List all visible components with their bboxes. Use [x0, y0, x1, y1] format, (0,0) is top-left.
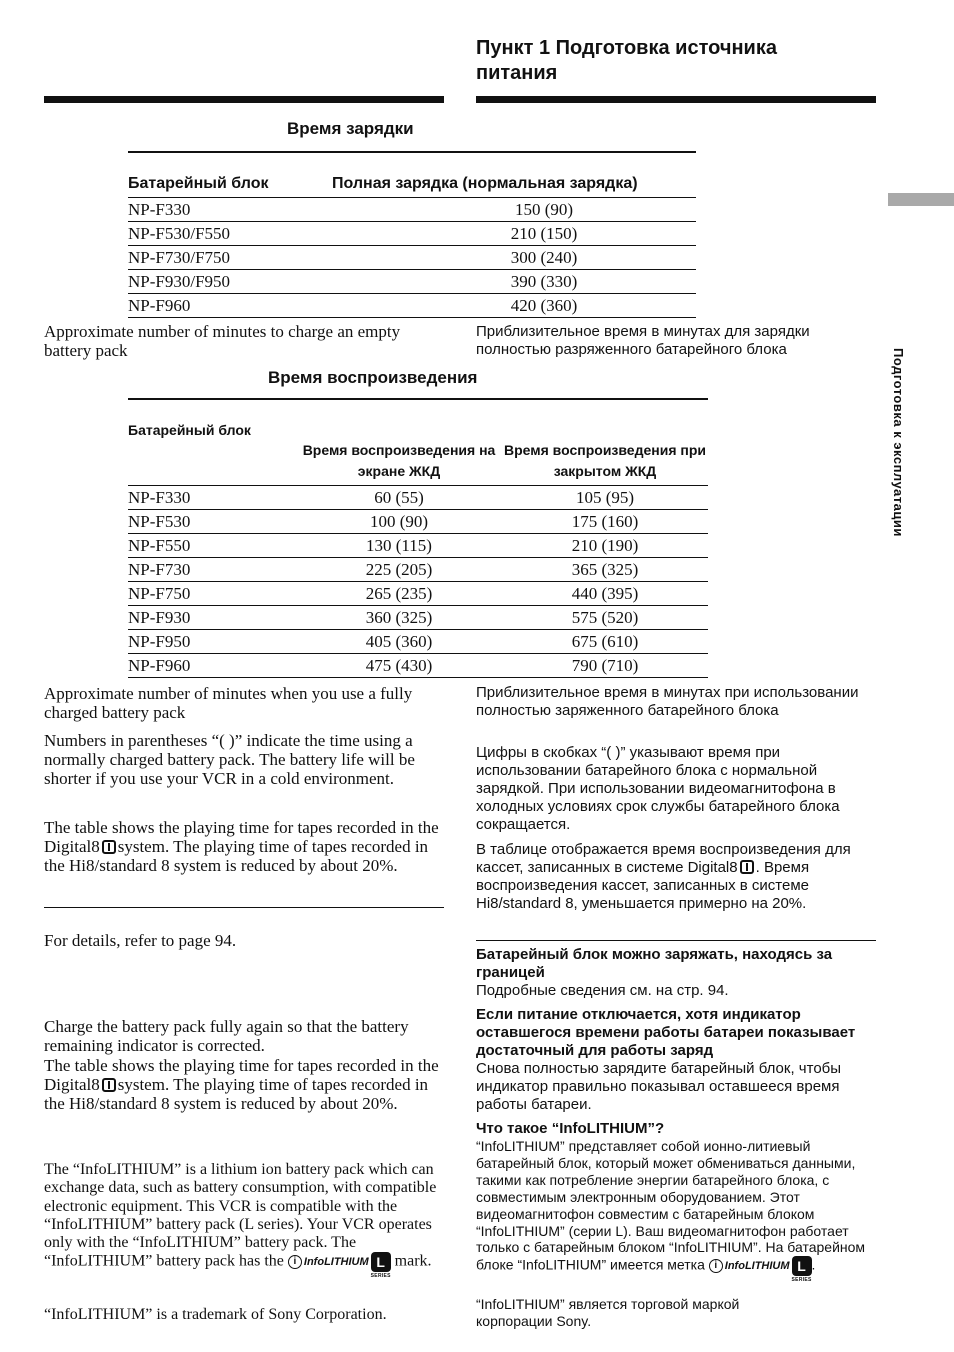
charging-note-ru: Приблизительное время в минутах для зарядки полностью разряженного батарейного блока: [476, 323, 810, 358]
ru-heading-power-off: Если питание отключается, хотя индикатор оставшегося времени работы батареи показывает достаточный для работы заряд: [476, 1006, 856, 1059]
table-row: [128, 246, 696, 270]
en-p7-start: The “InfoLITHIUM” is a lithium ion battery pack which can exchange data, such as battery consumption, with compatible electronic equipment. This VCR is compatible with the “InfoLITHIUM” battery pack (L series). Your VCR operates only with the “InfoLITHIUM” battery pack. The “InfoLITHIUM” battery pack has the: [44, 1161, 437, 1271]
ru-paragraph-4: Подробные сведения см. на стр. 94.: [476, 982, 729, 999]
table-row: [128, 582, 708, 606]
en-paragraph-7: [44, 1161, 444, 1280]
cell: 100 (90): [296, 510, 502, 534]
logo-letter: L: [376, 1254, 385, 1271]
table-row: [128, 630, 708, 654]
table-row: [128, 294, 696, 318]
table-row: [128, 534, 708, 558]
cell: NP-F960: [128, 654, 296, 678]
cell: 300 (240): [332, 246, 696, 270]
en-paragraph-5: Charge the battery pack fully again so that the battery remaining indicator is corrected.: [44, 1017, 409, 1055]
cell: NP-F730/F750: [128, 246, 332, 270]
charging-col-full: Полная зарядка (нормальная зарядка): [332, 171, 696, 198]
cell: NP-F550: [128, 534, 296, 558]
logo-letter: L: [797, 1258, 806, 1275]
cell: NP-F530: [128, 510, 296, 534]
en-paragraph-2: Numbers in parentheses “( )” indicate the time using a normally charged battery pack. The battery life will be shorter if you use your VCR in a cold environment.: [44, 731, 415, 788]
table-row: [128, 270, 696, 294]
ru-paragraph-1: Приблизительное время в минутах при использовании полностью заряженного батарейного блока: [476, 684, 859, 719]
cell: NP-F530/F550: [128, 222, 332, 246]
left-header-rule: [44, 96, 444, 103]
cell: NP-F930/F950: [128, 270, 332, 294]
charging-table: [128, 171, 696, 318]
table-row: [128, 198, 696, 222]
info-i-icon: i: [709, 1259, 723, 1273]
playback-table: [128, 420, 708, 678]
en-paragraph-1: Approximate number of minutes when you use a fully charged battery pack: [44, 684, 413, 722]
cell: NP-F730: [128, 558, 296, 582]
en-paragraph-3: [44, 818, 444, 875]
logo-brand: InfoLITHIUM: [724, 1259, 790, 1272]
en-p3-start: The table shows the playing time for tapes recorded in the Digital8: [44, 818, 439, 856]
playback-heading: Время воспроизведения: [268, 368, 478, 387]
charging-col-battery: Батарейный блок: [128, 171, 332, 198]
playback-col-lcd: Время воспроизведения на экране ЖКД: [296, 420, 502, 486]
charging-note-en: Approximate number of minutes to charge an empty battery pack: [44, 322, 401, 360]
cell: 225 (205): [296, 558, 502, 582]
en-p7-end: mark.: [394, 1253, 432, 1271]
en-paragraph-8: “InfoLITHIUM” is a trademark of Sony Corporation.: [44, 1306, 387, 1323]
digital8-mark-icon: [102, 1078, 116, 1092]
cell: 60 (55): [296, 486, 502, 510]
table-row: [128, 654, 708, 678]
table-row: [128, 486, 708, 510]
cell: 150 (90): [332, 198, 696, 222]
cell: 440 (395): [502, 582, 708, 606]
page-title: Пункт 1 Подготовка источника питания: [476, 37, 777, 84]
cell: NP-F750: [128, 582, 296, 606]
cell: 405 (360): [296, 630, 502, 654]
l-series-icon: [370, 1252, 391, 1280]
playback-top-rule: [128, 398, 708, 400]
logo-series: SERIES: [791, 1277, 812, 1284]
table-row: [128, 222, 696, 246]
cell: 575 (520): [502, 606, 708, 630]
cell: NP-F950: [128, 630, 296, 654]
ru-p3-start: В таблице отображается время воспроизведения для кассет, записанных в системе Digital8: [476, 841, 851, 876]
ru-paragraph-7: “InfoLITHIUM” является торговой маркой корпорации Sony.: [476, 1296, 740, 1329]
en-p3-end: system. The playing time of tapes recorded in the Hi8/standard 8 system is reduced by about 20%.: [44, 837, 429, 875]
logo-brand: InfoLITHIUM: [303, 1256, 369, 1269]
digital8-mark-icon: [740, 860, 754, 874]
table-row: [128, 510, 708, 534]
en-divider: [44, 907, 444, 908]
cell: 675 (610): [502, 630, 708, 654]
cell: 265 (235): [296, 582, 502, 606]
cell: 175 (160): [502, 510, 708, 534]
ru-heading-abroad: Батарейный блок можно заряжать, находясь за границей: [476, 946, 833, 981]
cell: 360 (325): [296, 606, 502, 630]
cell: NP-F960: [128, 294, 332, 318]
playback-col-battery: Батарейный блок: [128, 422, 251, 438]
en-paragraph-6: [44, 1056, 444, 1113]
digital8-mark-icon: [102, 840, 116, 854]
cell: NP-F330: [128, 486, 296, 510]
ru-paragraph-5: Снова полностью зарядите батарейный блок, чтобы индикатор правильно показывал оставшееся время работы батареи.: [476, 1060, 842, 1113]
infolithium-logo-icon: [288, 1252, 391, 1280]
ru-p3-end: . Время воспроизведения кассет, записанных в системе Hi8/standard 8, уменьшается примерно на 20%.: [476, 859, 810, 912]
ru-p6-end: .: [811, 1257, 816, 1274]
cell: 475 (430): [296, 654, 502, 678]
right-header-rule: [476, 96, 876, 103]
charging-top-rule: [128, 151, 696, 153]
playback-col-battery-spacer: [128, 441, 296, 486]
cell: 390 (330): [332, 270, 696, 294]
cell: 130 (115): [296, 534, 502, 558]
ru-heading-infolithium: Что такое “InfoLITHIUM”?: [476, 1120, 665, 1137]
cell: NP-F330: [128, 198, 332, 222]
l-series-icon: [791, 1256, 812, 1284]
table-row: [128, 606, 708, 630]
side-section-label: Подготовка к эксплуатации: [891, 348, 906, 537]
ru-divider: [476, 940, 876, 941]
logo-series: SERIES: [370, 1273, 391, 1280]
cell: NP-F930: [128, 606, 296, 630]
ru-paragraph-6: [476, 1138, 876, 1284]
ru-p6-start: “InfoLITHIUM” представляет собой ионно-литиевый батарейный блок, который может обмениваться данными, такими как потребление энергии батарейного блока, с совместимым электронным оборудованием. Этот видеомагнитофон совместим с батарейным блоком “InfoLITHIUM” (серии L). Ваш видеомагнитофон работает только с батарейным блоком “InfoLITHIUM”. На батарейном блоке “InfoLITHIUM” имеется метка: [476, 1138, 866, 1274]
en-paragraph-4: For details, refer to page 94.: [44, 931, 237, 950]
ru-paragraph-3: [476, 841, 876, 913]
playback-col-closed: Время воспроизведения при закрытом ЖКД: [502, 420, 708, 486]
en-p6-start: The table shows the playing time for tapes recorded in the Digital8: [44, 1056, 439, 1094]
cell: 105 (95): [502, 486, 708, 510]
ru-paragraph-2: Цифры в скобках “( )” указывают время при использовании батарейного блока с нормальной зарядкой. При использовании видеомагнитофона в холодных условиях срок службы батарейного блока сокращается.: [476, 744, 840, 833]
table-row: [128, 558, 708, 582]
en-p6-end: system. The playing time of tapes recorded in the Hi8/standard 8 system is reduced by about 20%.: [44, 1075, 429, 1113]
cell: 420 (360): [332, 294, 696, 318]
infolithium-logo-icon: [709, 1256, 812, 1284]
cell: 210 (190): [502, 534, 708, 558]
section-tab: [888, 193, 954, 206]
info-i-icon: i: [288, 1255, 302, 1269]
cell: 790 (710): [502, 654, 708, 678]
cell: 365 (325): [502, 558, 708, 582]
charging-heading: Время зарядки: [287, 119, 414, 138]
cell: 210 (150): [332, 222, 696, 246]
